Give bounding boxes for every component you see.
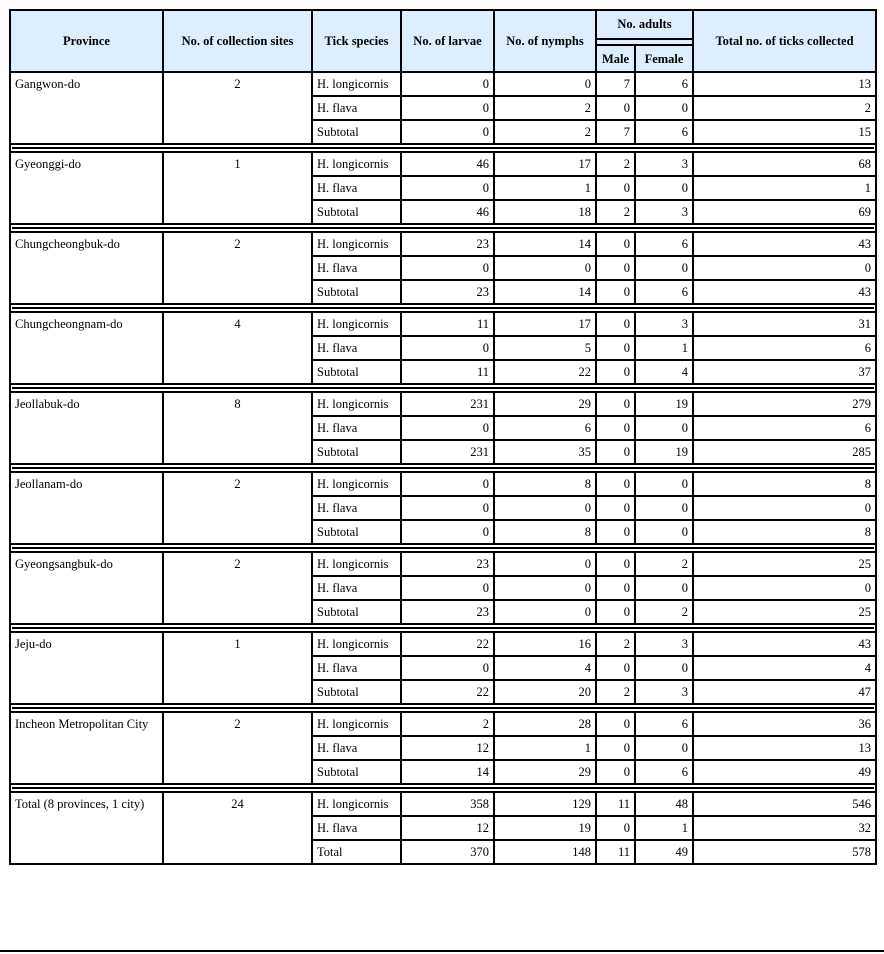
page-bottom-rule — [0, 950, 884, 952]
nymphs-cell: 0 — [494, 256, 596, 280]
nymphs-cell: 16 — [494, 632, 596, 656]
female-cell: 6 — [635, 760, 693, 784]
total-cell: 31 — [693, 312, 876, 336]
female-cell: 49 — [635, 840, 693, 864]
species-cell: H. longicornis — [312, 632, 401, 656]
male-cell: 7 — [596, 72, 635, 96]
male-cell: 0 — [596, 600, 635, 624]
total-cell: 69 — [693, 200, 876, 224]
collection-sites-cell: 4 — [163, 312, 312, 384]
total-cell: 25 — [693, 552, 876, 576]
table-row — [10, 72, 876, 96]
nymphs-cell: 0 — [494, 72, 596, 96]
species-cell: H. flava — [312, 736, 401, 760]
male-cell: 0 — [596, 256, 635, 280]
total-cell: 32 — [693, 816, 876, 840]
species-cell: H. flava — [312, 496, 401, 520]
species-cell: H. longicornis — [312, 232, 401, 256]
female-cell: 0 — [635, 656, 693, 680]
larvae-cell: 12 — [401, 736, 494, 760]
total-cell: 13 — [693, 72, 876, 96]
nymphs-cell: 2 — [494, 120, 596, 144]
female-cell: 3 — [635, 200, 693, 224]
male-cell: 0 — [596, 176, 635, 200]
female-cell: 6 — [635, 280, 693, 304]
nymphs-cell: 35 — [494, 440, 596, 464]
nymphs-cell: 148 — [494, 840, 596, 864]
female-cell: 0 — [635, 96, 693, 120]
header-male: Male — [596, 45, 635, 72]
total-cell: 6 — [693, 336, 876, 360]
province-cell: Chungcheongbuk-do — [10, 232, 163, 304]
male-cell: 0 — [596, 440, 635, 464]
group-separator — [10, 384, 876, 392]
species-cell: H. flava — [312, 816, 401, 840]
female-cell: 0 — [635, 256, 693, 280]
male-cell: 0 — [596, 96, 635, 120]
male-cell: 0 — [596, 520, 635, 544]
species-cell: Subtotal — [312, 440, 401, 464]
total-cell: 25 — [693, 600, 876, 624]
province-cell: Gyeonggi-do — [10, 152, 163, 224]
header-total-ticks: Total no. of ticks collected — [693, 10, 876, 72]
male-cell: 0 — [596, 280, 635, 304]
table-row — [10, 312, 876, 336]
female-cell: 0 — [635, 736, 693, 760]
nymphs-cell: 28 — [494, 712, 596, 736]
total-cell: 68 — [693, 152, 876, 176]
total-cell: 1 — [693, 176, 876, 200]
collection-sites-cell: 2 — [163, 232, 312, 304]
species-cell: Total — [312, 840, 401, 864]
nymphs-cell: 1 — [494, 176, 596, 200]
larvae-cell: 0 — [401, 176, 494, 200]
male-cell: 0 — [596, 816, 635, 840]
nymphs-cell: 6 — [494, 416, 596, 440]
nymphs-cell: 17 — [494, 312, 596, 336]
species-cell: H. flava — [312, 96, 401, 120]
male-cell: 0 — [596, 312, 635, 336]
male-cell: 2 — [596, 680, 635, 704]
male-cell: 0 — [596, 712, 635, 736]
table-row — [10, 792, 876, 816]
female-cell: 3 — [635, 312, 693, 336]
nymphs-cell: 0 — [494, 600, 596, 624]
table-row — [10, 232, 876, 256]
larvae-cell: 11 — [401, 360, 494, 384]
male-cell: 0 — [596, 360, 635, 384]
larvae-cell: 22 — [401, 632, 494, 656]
species-cell: Subtotal — [312, 680, 401, 704]
larvae-cell: 0 — [401, 520, 494, 544]
nymphs-cell: 8 — [494, 520, 596, 544]
female-cell: 1 — [635, 336, 693, 360]
total-cell: 49 — [693, 760, 876, 784]
tick-collection-table-container — [9, 9, 875, 865]
species-cell: Subtotal — [312, 760, 401, 784]
larvae-cell: 0 — [401, 256, 494, 280]
species-cell: H. longicornis — [312, 472, 401, 496]
male-cell: 0 — [596, 736, 635, 760]
total-cell: 37 — [693, 360, 876, 384]
double-rule — [12, 387, 874, 389]
table-row — [10, 472, 876, 496]
species-cell: H. longicornis — [312, 552, 401, 576]
larvae-cell: 22 — [401, 680, 494, 704]
larvae-cell: 46 — [401, 200, 494, 224]
species-cell: Subtotal — [312, 520, 401, 544]
female-cell: 0 — [635, 496, 693, 520]
female-cell: 19 — [635, 440, 693, 464]
species-cell: H. longicornis — [312, 792, 401, 816]
table-row — [10, 152, 876, 176]
larvae-cell: 0 — [401, 336, 494, 360]
group-separator — [10, 544, 876, 552]
larvae-cell: 0 — [401, 96, 494, 120]
nymphs-cell: 0 — [494, 576, 596, 600]
species-cell: Subtotal — [312, 280, 401, 304]
total-cell: 279 — [693, 392, 876, 416]
female-cell: 6 — [635, 72, 693, 96]
total-cell: 0 — [693, 256, 876, 280]
species-cell: Subtotal — [312, 200, 401, 224]
total-cell: 15 — [693, 120, 876, 144]
header-nymphs: No. of nymphs — [494, 10, 596, 72]
male-cell: 0 — [596, 552, 635, 576]
male-cell: 0 — [596, 760, 635, 784]
nymphs-cell: 2 — [494, 96, 596, 120]
double-rule — [12, 227, 874, 229]
collection-sites-cell: 24 — [163, 792, 312, 864]
larvae-cell: 231 — [401, 440, 494, 464]
female-cell: 0 — [635, 176, 693, 200]
female-cell: 4 — [635, 360, 693, 384]
nymphs-cell: 0 — [494, 552, 596, 576]
double-rule — [12, 307, 874, 309]
table-row — [10, 392, 876, 416]
male-cell: 0 — [596, 232, 635, 256]
male-cell: 11 — [596, 792, 635, 816]
species-cell: H. flava — [312, 336, 401, 360]
collection-sites-cell: 1 — [163, 632, 312, 704]
male-cell: 0 — [596, 496, 635, 520]
larvae-cell: 0 — [401, 120, 494, 144]
total-cell: 43 — [693, 632, 876, 656]
province-cell: Jeju-do — [10, 632, 163, 704]
female-cell: 6 — [635, 232, 693, 256]
female-cell: 19 — [635, 392, 693, 416]
nymphs-cell: 14 — [494, 232, 596, 256]
province-cell: Jeollabuk-do — [10, 392, 163, 464]
female-cell: 0 — [635, 472, 693, 496]
total-cell: 285 — [693, 440, 876, 464]
province-cell: Total (8 provinces, 1 city) — [10, 792, 163, 864]
female-cell: 3 — [635, 152, 693, 176]
header-adults: No. adults — [596, 10, 693, 39]
group-separator — [10, 784, 876, 792]
male-cell: 0 — [596, 576, 635, 600]
header-tick-species: Tick species — [312, 10, 401, 72]
group-separator — [10, 144, 876, 152]
collection-sites-cell: 2 — [163, 472, 312, 544]
total-cell: 8 — [693, 520, 876, 544]
larvae-cell: 23 — [401, 600, 494, 624]
species-cell: Subtotal — [312, 120, 401, 144]
species-cell: H. flava — [312, 256, 401, 280]
table-body — [10, 72, 876, 864]
header-adults-divider — [596, 39, 693, 46]
larvae-cell: 0 — [401, 72, 494, 96]
double-rule — [12, 627, 874, 629]
nymphs-cell: 20 — [494, 680, 596, 704]
larvae-cell: 0 — [401, 472, 494, 496]
larvae-cell: 370 — [401, 840, 494, 864]
collection-sites-cell: 8 — [163, 392, 312, 464]
group-separator — [10, 224, 876, 232]
female-cell: 3 — [635, 680, 693, 704]
male-cell: 0 — [596, 472, 635, 496]
female-cell: 2 — [635, 552, 693, 576]
total-cell: 546 — [693, 792, 876, 816]
species-cell: H. longicornis — [312, 712, 401, 736]
species-cell: H. longicornis — [312, 72, 401, 96]
group-separator — [10, 464, 876, 472]
species-cell: H. longicornis — [312, 312, 401, 336]
male-cell: 0 — [596, 416, 635, 440]
double-rule — [12, 707, 874, 709]
total-cell: 47 — [693, 680, 876, 704]
nymphs-cell: 5 — [494, 336, 596, 360]
male-cell: 0 — [596, 336, 635, 360]
female-cell: 6 — [635, 120, 693, 144]
table-row — [10, 632, 876, 656]
larvae-cell: 14 — [401, 760, 494, 784]
female-cell: 0 — [635, 576, 693, 600]
double-rule — [12, 467, 874, 469]
nymphs-cell: 22 — [494, 360, 596, 384]
larvae-cell: 23 — [401, 552, 494, 576]
female-cell: 0 — [635, 416, 693, 440]
larvae-cell: 0 — [401, 496, 494, 520]
female-cell: 3 — [635, 632, 693, 656]
total-cell: 43 — [693, 232, 876, 256]
species-cell: Subtotal — [312, 360, 401, 384]
total-cell: 43 — [693, 280, 876, 304]
total-cell: 36 — [693, 712, 876, 736]
total-cell: 0 — [693, 576, 876, 600]
collection-sites-cell: 2 — [163, 552, 312, 624]
female-cell: 6 — [635, 712, 693, 736]
double-rule — [12, 787, 874, 789]
species-cell: H. longicornis — [312, 152, 401, 176]
province-cell: Chungcheongnam-do — [10, 312, 163, 384]
species-cell: H. flava — [312, 576, 401, 600]
tick-collection-table — [9, 9, 877, 865]
province-cell: Incheon Metropolitan City — [10, 712, 163, 784]
male-cell: 11 — [596, 840, 635, 864]
larvae-cell: 0 — [401, 656, 494, 680]
larvae-cell: 358 — [401, 792, 494, 816]
collection-sites-cell: 2 — [163, 72, 312, 144]
male-cell: 0 — [596, 656, 635, 680]
female-cell: 1 — [635, 816, 693, 840]
collection-sites-cell: 1 — [163, 152, 312, 224]
total-cell: 13 — [693, 736, 876, 760]
larvae-cell: 12 — [401, 816, 494, 840]
province-cell: Gyeongsangbuk-do — [10, 552, 163, 624]
larvae-cell: 23 — [401, 280, 494, 304]
larvae-cell: 11 — [401, 312, 494, 336]
nymphs-cell: 129 — [494, 792, 596, 816]
male-cell: 2 — [596, 200, 635, 224]
male-cell: 0 — [596, 392, 635, 416]
table-row — [10, 552, 876, 576]
nymphs-cell: 8 — [494, 472, 596, 496]
male-cell: 2 — [596, 632, 635, 656]
total-cell: 6 — [693, 416, 876, 440]
species-cell: H. longicornis — [312, 392, 401, 416]
header-female: Female — [635, 45, 693, 72]
nymphs-cell: 18 — [494, 200, 596, 224]
total-cell: 4 — [693, 656, 876, 680]
group-separator — [10, 704, 876, 712]
total-cell: 2 — [693, 96, 876, 120]
total-cell: 578 — [693, 840, 876, 864]
nymphs-cell: 17 — [494, 152, 596, 176]
species-cell: H. flava — [312, 416, 401, 440]
nymphs-cell: 29 — [494, 760, 596, 784]
total-cell: 0 — [693, 496, 876, 520]
female-cell: 2 — [635, 600, 693, 624]
larvae-cell: 46 — [401, 152, 494, 176]
header-province: Province — [10, 10, 163, 72]
double-rule — [12, 147, 874, 149]
header-collection-sites: No. of collection sites — [163, 10, 312, 72]
nymphs-cell: 14 — [494, 280, 596, 304]
province-cell: Jeollanam-do — [10, 472, 163, 544]
group-separator — [10, 624, 876, 632]
nymphs-cell: 0 — [494, 496, 596, 520]
table-row — [10, 712, 876, 736]
larvae-cell: 0 — [401, 576, 494, 600]
collection-sites-cell: 2 — [163, 712, 312, 784]
species-cell: H. flava — [312, 176, 401, 200]
male-cell: 7 — [596, 120, 635, 144]
group-separator — [10, 304, 876, 312]
nymphs-cell: 1 — [494, 736, 596, 760]
header-larvae: No. of larvae — [401, 10, 494, 72]
table-header — [10, 10, 876, 72]
total-cell: 8 — [693, 472, 876, 496]
species-cell: H. flava — [312, 656, 401, 680]
nymphs-cell: 4 — [494, 656, 596, 680]
female-cell: 48 — [635, 792, 693, 816]
larvae-cell: 23 — [401, 232, 494, 256]
larvae-cell: 0 — [401, 416, 494, 440]
species-cell: Subtotal — [312, 600, 401, 624]
double-rule — [12, 547, 874, 549]
nymphs-cell: 29 — [494, 392, 596, 416]
nymphs-cell: 19 — [494, 816, 596, 840]
female-cell: 0 — [635, 520, 693, 544]
province-cell: Gangwon-do — [10, 72, 163, 144]
larvae-cell: 2 — [401, 712, 494, 736]
male-cell: 2 — [596, 152, 635, 176]
larvae-cell: 231 — [401, 392, 494, 416]
